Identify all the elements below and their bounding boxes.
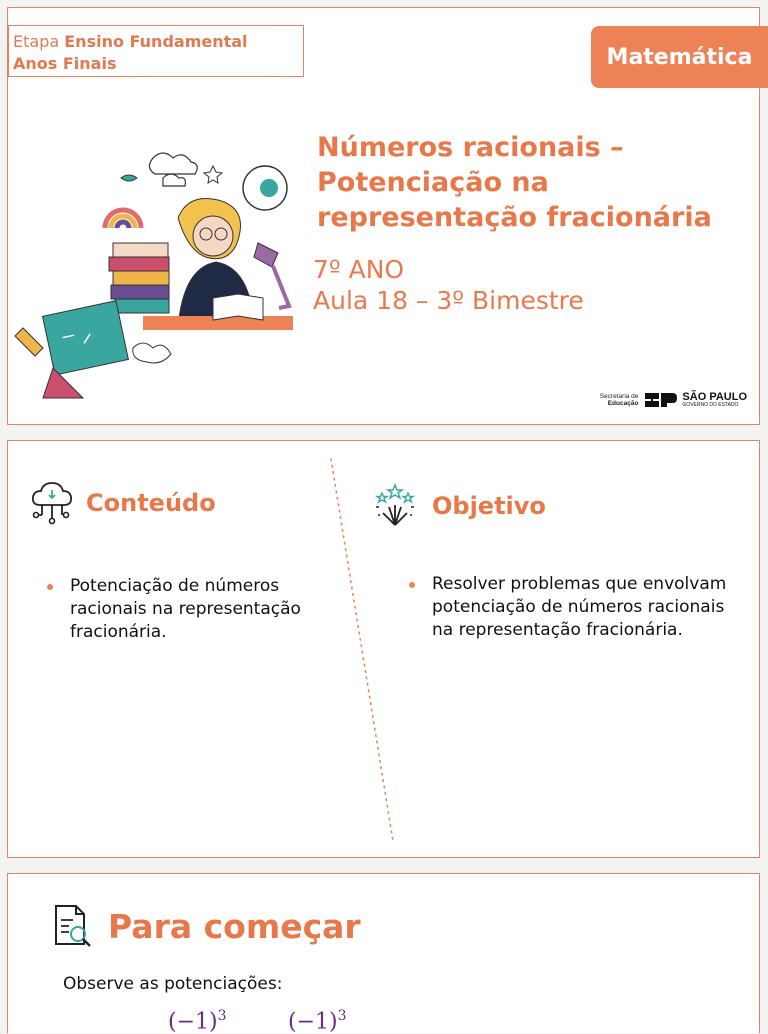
lesson-title: Números racionais – Potenciação na representação fracionária	[317, 132, 712, 233]
document-search-icon	[48, 902, 96, 950]
class-label: Aula 18 – 3º Bimestre	[313, 286, 584, 315]
lesson-meta	[313, 254, 584, 316]
list-item: Potenciação de números racionais na representação fracionária.	[44, 575, 334, 644]
logo-sp: SÃO PAULO	[682, 391, 747, 403]
para-comecar-slide	[7, 873, 760, 1033]
content-objective-slide	[7, 440, 760, 858]
objetivo-list	[406, 573, 736, 642]
subject-tab: Matemática	[591, 26, 768, 88]
logo-secretaria: Secretaria de	[599, 393, 639, 400]
etapa-label: Etapa	[13, 32, 60, 51]
etapa-value-2: Anos Finais	[13, 54, 117, 73]
conteudo-list	[44, 575, 334, 644]
conteudo-title: Conteúdo	[86, 489, 216, 517]
grade-label: 7º ANO	[313, 255, 405, 284]
objetivo-title: Objetivo	[432, 492, 546, 520]
comecar-title: Para começar	[108, 906, 361, 946]
logo-educacao: Educação	[607, 400, 639, 407]
list-item: Resolver problemas que envolvam potenciação de números racionais na representação fracionária.	[406, 573, 736, 642]
etapa-value: Ensino Fundamental	[64, 32, 248, 51]
fireworks-icon	[370, 481, 420, 531]
expression-exponent: 3	[337, 1008, 347, 1024]
expression-exponent: 3	[217, 1008, 227, 1024]
power-expression-1	[168, 1008, 227, 1034]
expression-base: (−1)	[168, 1009, 218, 1034]
sp-education-logo	[600, 391, 747, 409]
conteudo-heading	[30, 481, 216, 525]
intro-text: Observe as potenciações:	[63, 974, 283, 994]
objetivo-heading	[370, 481, 546, 531]
cover-slide	[7, 7, 760, 425]
comecar-heading	[48, 902, 361, 950]
power-expression-2	[288, 1008, 347, 1034]
expression-base: (−1)	[288, 1009, 338, 1034]
student-illustration	[13, 148, 313, 408]
sp-icon	[643, 391, 677, 409]
etapa-box	[8, 25, 304, 77]
logo-governo: GOVERNO DO ESTADO	[682, 402, 739, 408]
cloud-network-icon	[30, 481, 74, 525]
